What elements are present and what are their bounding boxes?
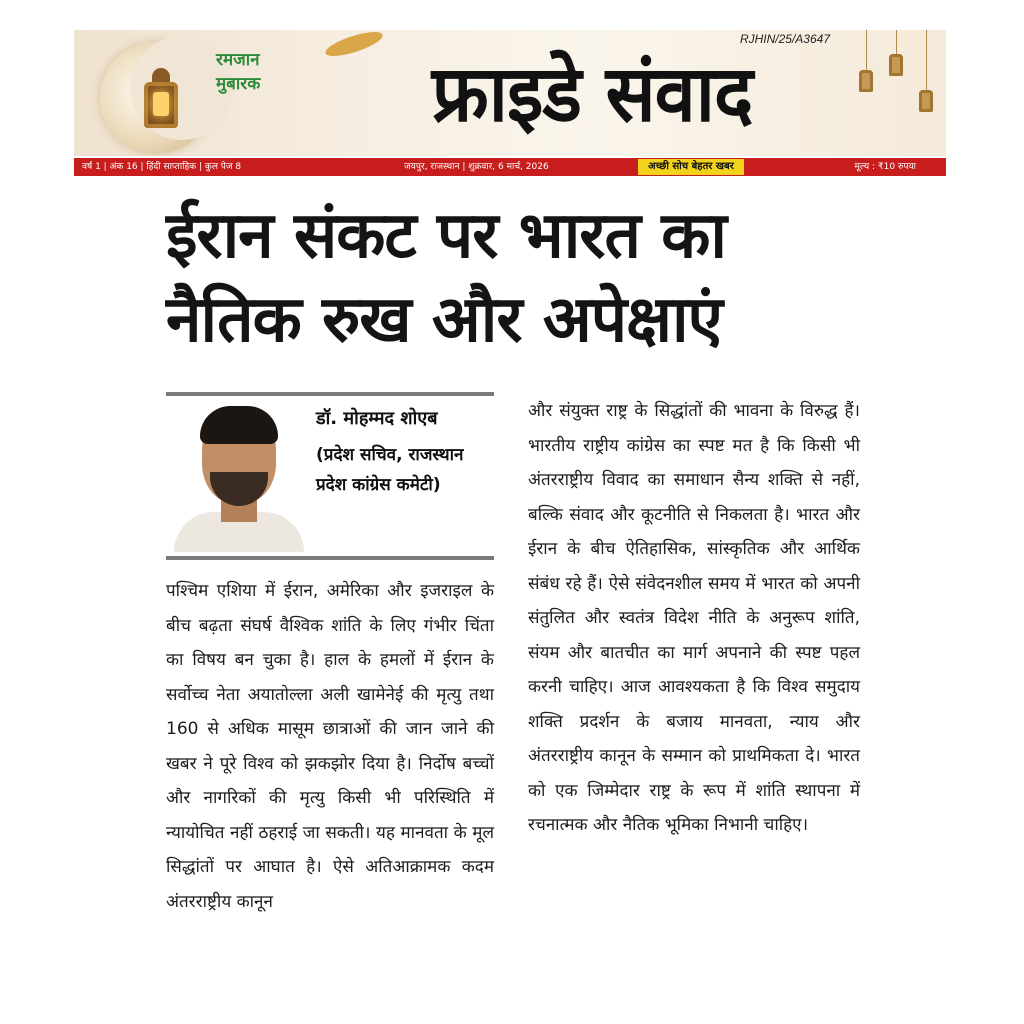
- place-date: जयपुर, राजस्थान | शुक्रवार, 6 मार्च, 2026: [404, 162, 549, 172]
- masthead: [74, 30, 946, 156]
- hanging-string: [896, 30, 897, 54]
- author-photo: [174, 402, 304, 552]
- registration-number: RJHIN/25/A3647: [739, 32, 830, 46]
- article-headline: ईरान संकट पर भारत का नैतिक रुख और अपेक्षाएं: [166, 199, 726, 357]
- article-column-left: पश्चिम एशिया में ईरान, अमेरिका और इजराइल के बीच बढ़ता संघर्ष वैश्विक शांति के लिए गंभीर चिंता का विषय बन चुका है। हाल के हमलों में ईरान के सर्वोच्च नेता अयातोल्ला अली खामेनेई की मृत्यु तथा 160 से अधिक मासूम छात्राओं की जान जाने की खबर ने पूरे विश्व को झकझोर दिया है। निर्दोष बच्चों और नागरिकों की मृत्यु किसी भी परिस्थिति में न्यायोचित नहीं ठहराई जा सकती। यह मानवता के मूल सिद्धांतों पर आघात है। ऐसे अतिआक्रामक कदम अंतरराष्ट्रीय कानून: [166, 581, 494, 912]
- edition-info: वर्ष 1 | अंक 16 | हिंदी साप्ताहिक | कुल पेज 8: [82, 162, 242, 172]
- hanging-string: [866, 30, 867, 70]
- author-box: [166, 392, 494, 560]
- author-role: (प्रदेश सचिव, राजस्थान प्रदेश कांग्रेस कमेटी): [316, 445, 464, 495]
- lantern-icon: [144, 82, 178, 128]
- hanging-lantern-icon: [859, 70, 873, 92]
- author-name: डॉ. मोहम्मद शोएब: [316, 408, 438, 429]
- photo-beard: [210, 472, 268, 506]
- article-column-right: और संयुक्त राष्ट्र के सिद्धांतों की भावना के विरुद्ध हैं। भारतीय राष्ट्रीय कांग्रेस का स्पष्ट मत है कि किसी भी अंतरराष्ट्रीय विवाद का समाधान सैन्य शक्ति से नहीं, बल्कि संवाद और कूटनीति से निकलता है। भारत और ईरान के बीच ऐतिहासिक, सांस्कृतिक और आर्थिक संबंध रहे हैं। ऐसे संवेदनशील समय में भारत को अपनी संतुलित और स्वतंत्र विदेश नीति के अनुरूप शांति, संयम और बातचीत का मार्ग अपनाने की स्पष्ट पहल करनी चाहिए। आज आवश्यकता है कि विश्व समुदाय शक्ति प्रदर्शन के बजाय मानवता, न्याय और अंतरराष्ट्रीय कानून के सम्मान को प्राथमिकता दे। भारत को एक जिम्मेदार राष्ट्र के रूप में शांति स्थापना में रचनात्मक और नैतिक भूमिका निभानी चाहिए।: [528, 401, 860, 835]
- ramzan-greeting: रमजान मुबारक: [216, 50, 261, 94]
- newspaper-title: फ्राइडे संवाद: [431, 48, 753, 140]
- photo-hair: [200, 406, 278, 444]
- tagline-badge: अच्छी सोच बेहतर खबर: [638, 159, 744, 175]
- hanging-lantern-icon: [889, 54, 903, 76]
- hanging-lantern-icon: [919, 90, 933, 112]
- hanging-string: [926, 30, 927, 90]
- price: मूल्य : ₹10 रुपया: [854, 162, 916, 172]
- dateline-bar: [74, 158, 946, 176]
